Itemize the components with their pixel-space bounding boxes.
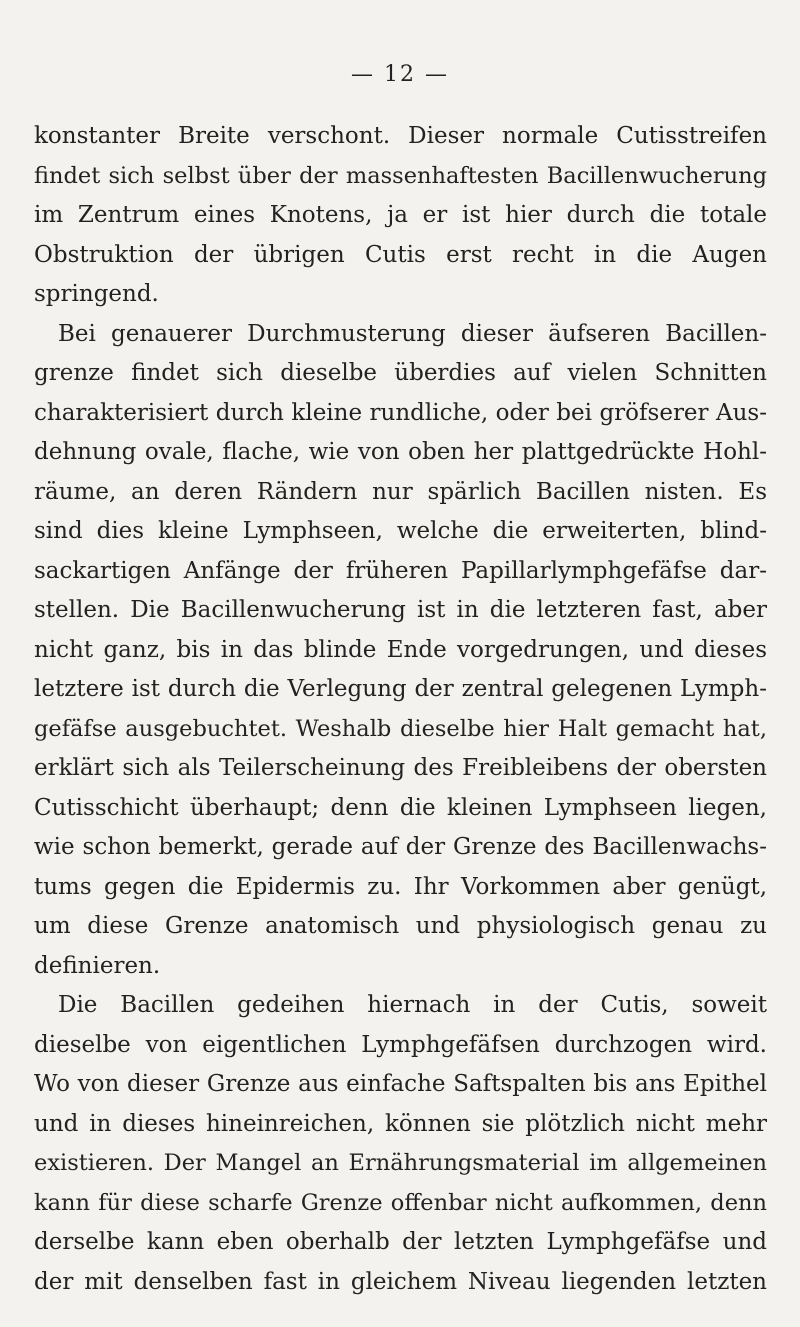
text-line: der mit denselben fast in gleichem Niveau liegenden letzten [34,1268,767,1295]
text-line: findet sich selbst über der massenhaftesten Bacillenwucherung [34,162,767,189]
text-line: Obstruktion der übrigen Cutis erst recht in die Augen [34,241,767,268]
text-line: existieren. Der Mangel an Ernährungsmaterial im allgemeinen [34,1150,767,1176]
text-line: erklärt sich als Teilerscheinung des Freibleibens der obersten [34,755,767,781]
text-line: letztere ist durch die Verlegung der zentral gelegenen Lymph- [34,676,767,702]
text-line: und in dieses hineinreichen, können sie plötzlich nicht mehr [34,1110,767,1137]
text-line: stellen. Die Bacillenwucherung ist in die letzteren fast, aber [34,597,767,623]
text-line: charakterisiert durch kleine rundliche, oder bei gröfserer Aus- [34,399,767,426]
text-line: sind dies kleine Lymphseen, welche die erweiterten, blind- [34,518,767,544]
text-line: tums gegen die Epidermis zu. Ihr Vorkommen aber genügt, [34,873,767,900]
text-line: definieren. [34,952,161,979]
text-line: grenze findet sich dieselbe überdies auf vielen Schnitten [34,360,767,386]
text-line: derselbe kann eben oberhalb der letzten Lymphgefäfse und [34,1229,767,1255]
text-line: springend. [34,281,159,307]
text-line: gefäfse ausgebuchtet. Weshalb dieselbe hier Halt gemacht hat, [34,715,767,742]
text-line: Cutisschicht überhaupt; denn die kleinen Lymphseen liegen, [34,794,767,821]
text-line: Die Bacillen gedeihen hiernach in der Cutis, soweit [58,992,767,1018]
text-line: dieselbe von eigentlichen Lymphgefäfsen durchzogen wird. [34,1031,767,1058]
body-text [34,117,767,1302]
text-line: im Zentrum eines Knotens, ja er ist hier durch die totale [34,202,767,228]
text-line: wie schon bemerkt, gerade auf der Grenze des Bacillenwachs- [34,834,767,860]
text-line: nicht ganz, bis in das blinde Ende vorgedrungen, und dieses [34,636,767,663]
text-line: Wo von dieser Grenze aus einfache Saftspalten bis ans Epithel [34,1071,767,1097]
text-line: dehnung ovale, flache, wie von oben her plattgedrückte Hohl- [34,439,767,465]
text-line: konstanter Breite verschont. Dieser normale Cutisstreifen [34,123,767,149]
page-number: — 12 — [351,62,449,87]
text-line: räume, an deren Rändern nur spärlich Bacillen nisten. Es [34,478,767,505]
text-line: sackartigen Anfänge der früheren Papillarlymphgefäfse dar- [34,557,767,584]
text-line: kann für diese scharfe Grenze offenbar nicht aufkommen, denn [34,1189,767,1216]
text-line: um diese Grenze anatomisch und physiologisch genau zu [34,913,767,939]
text-line: Bei genauerer Durchmusterung dieser äufseren Bacillen- [58,320,767,347]
